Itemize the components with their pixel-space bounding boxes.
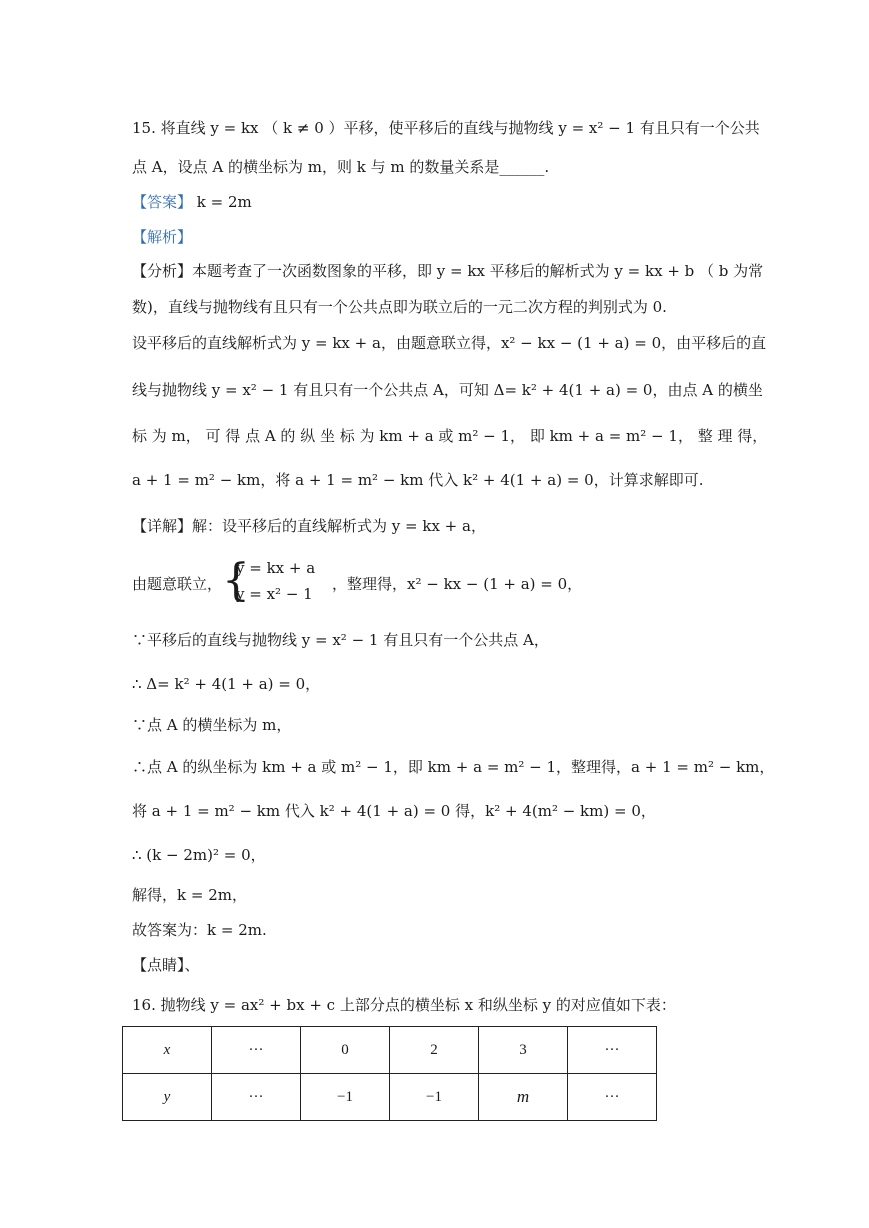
equation-system xyxy=(132,557,652,607)
analysis-line-4: 线与抛物线 y = x² − 1 有且只有一个公共点 A，可知 Δ= k² + 4(1 + a) = 0，由点 A 的横坐 xyxy=(132,381,763,399)
detail-line-7: ∴ (k − 2m)² = 0， xyxy=(132,846,266,864)
table-row xyxy=(123,1074,657,1121)
left-brace: { xyxy=(222,555,250,606)
table-cell: 3 xyxy=(479,1027,568,1074)
table-cell: m xyxy=(479,1074,568,1121)
detail-line-8: 解得，k = 2m， xyxy=(132,886,247,904)
detail-line-5: ∴点 A 的纵坐标为 km + a 或 m² − 1，即 km + a = m² − 1，整理得，a + 1 = m² − km， xyxy=(132,758,775,776)
table-cell: −1 xyxy=(301,1074,390,1121)
detail-line-1: 【详解】解：设平移后的直线解析式为 y = kx + a， xyxy=(132,517,486,535)
detail-line-6: 将 a + 1 = m² − km 代入 k² + 4(1 + a) = 0 得，k² + 4(m² − km) = 0， xyxy=(132,802,656,820)
table-cell: y xyxy=(123,1074,212,1121)
q16-line-1: 16. 抛物线 y = ax² + bx + c 上部分点的横坐标 x 和纵坐标 y 的对应值如下表： xyxy=(132,996,676,1014)
system-eq-1: y = kx + a xyxy=(236,559,316,577)
analysis-line-5: 标 为 m， 可 得 点 A 的 纵 坐 标 为 km + a 或 m² − 1， 即 km + a = m² − 1， 整 理 得， xyxy=(132,427,768,445)
detail-line-3: ∴ Δ= k² + 4(1 + a) = 0， xyxy=(132,675,321,693)
answer-tag: 【答案】 xyxy=(132,193,193,211)
detail-line-4: ∵点 A 的横坐标为 m， xyxy=(132,716,292,734)
table-cell: ··· xyxy=(212,1027,301,1074)
system-eq-2: y = x² − 1 xyxy=(236,585,313,603)
system-label: 由题意联立， xyxy=(132,575,223,593)
analysis-line-1: 【分析】本题考查了一次函数图象的平移，即 y = kx 平移后的解析式为 y = kx + b （ b 为常 xyxy=(132,262,764,280)
table-row xyxy=(123,1027,657,1074)
detail-line-9: 故答案为：k = 2m. xyxy=(132,921,267,939)
answer-value: k = 2m xyxy=(196,193,252,211)
answer-row xyxy=(132,191,742,213)
table-cell: 0 xyxy=(301,1027,390,1074)
table-cell: ··· xyxy=(568,1074,657,1121)
analysis-tag: 【解析】 xyxy=(132,228,193,246)
table-cell: ··· xyxy=(212,1074,301,1121)
system-after: ，整理得，x² − kx − (1 + a) = 0， xyxy=(332,575,583,593)
table-cell: −1 xyxy=(390,1074,479,1121)
q15-line-2: 点 A，设点 A 的横坐标为 m，则 k 与 m 的数量关系是______. xyxy=(132,158,550,176)
analysis-line-2: 数)，直线与抛物线有且只有一个公共点即为联立后的一元二次方程的判别式为 0. xyxy=(132,298,667,316)
analysis-line-6: a + 1 = m² − km，将 a + 1 = m² − km 代入 k² + 4(1 + a) = 0，计算求解即可. xyxy=(132,471,704,489)
table-cell: 2 xyxy=(390,1027,479,1074)
analysis-line-3: 设平移后的直线解析式为 y = kx + a，由题意联立得，x² − kx − (1 + a) = 0，由平移后的直 xyxy=(132,334,767,352)
table-cell: x xyxy=(123,1027,212,1074)
q15-line-1: 15. 将直线 y = kx （ k ≠ 0 ）平移，使平移后的直线与抛物线 y = x² − 1 有且只有一个公共 xyxy=(132,119,760,137)
table-cell: ··· xyxy=(568,1027,657,1074)
detail-line-2: ∵平移后的直线与抛物线 y = x² − 1 有且只有一个公共点 A， xyxy=(132,631,549,649)
value-table xyxy=(122,1026,657,1121)
comment-tag: 【点睛】、 xyxy=(132,956,200,974)
